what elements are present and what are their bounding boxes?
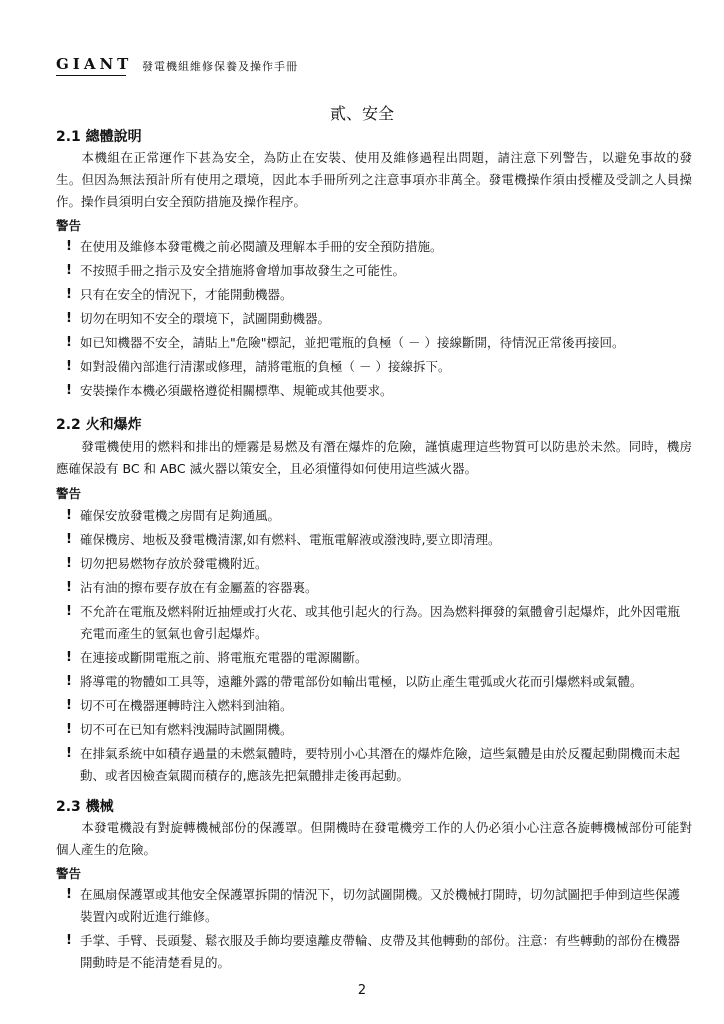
warning-icon: ! bbox=[66, 698, 72, 713]
section-heading-machinery: 2.3 機械 bbox=[56, 799, 114, 815]
warning-list-machinery bbox=[66, 884, 692, 976]
section-body-machinery bbox=[56, 817, 692, 861]
warning-list-fire-explosion bbox=[66, 505, 692, 789]
warning-label: 警告 bbox=[56, 866, 82, 881]
page-header bbox=[56, 55, 676, 79]
warning-item: ! 確保安放發電機之房間有足夠通風。 bbox=[66, 505, 692, 527]
warning-item: ! 在排氣系統中如積存過量的未燃氣體時，要特別小心其潛在的爆炸危險，這些氣體是由於反覆起動開機而未起動、或者因檢查氣閥而積存的,應該先把氣體排走後再起動。 bbox=[66, 743, 692, 787]
warning-icon: ! bbox=[66, 580, 72, 595]
section-body-text: 本發電機設有對旋轉機械部份的保護罩。但開機時在發電機旁工作的人仍必須小心注意各旋轉機械部份可能對個人產生的危險。 bbox=[56, 820, 692, 857]
warning-item: ! 切勿在明知不安全的環境下，試圖開動機器。 bbox=[66, 308, 692, 330]
section-heading-general: 2.1 總體說明 bbox=[56, 129, 142, 145]
warning-item: ! 不按照手冊之指示及安全措施將會增加事故發生之可能性。 bbox=[66, 260, 692, 282]
warning-item: ! 在風扇保護罩或其他安全保護罩拆開的情況下，切勿試圖開機。又於機械打開時，切勿試圖把手伸到這些保護裝置內或附近進行維修。 bbox=[66, 884, 692, 928]
warning-icon: ! bbox=[66, 359, 72, 374]
warning-label: 警告 bbox=[56, 218, 82, 233]
warning-item: ! 如已知機器不安全，請貼上"危險"標記，並把電瓶的負極（ － ）接線斷開，待情況正常後再接回。 bbox=[66, 332, 692, 354]
warning-item: ! 確保機房、地板及發電機清潔,如有燃料、電瓶電解液或潑洩時,要立即清理。 bbox=[66, 529, 692, 551]
warning-label: 警告 bbox=[56, 486, 82, 501]
warning-icon: ! bbox=[66, 933, 72, 948]
warning-icon: ! bbox=[66, 508, 72, 523]
warning-item: ! 切不可在機器運轉時注入燃料到油箱。 bbox=[66, 695, 692, 717]
chapter-title: 貳、安全 bbox=[329, 104, 394, 123]
warning-item: ! 安裝操作本機必須嚴格遵從相關標準、規範或其他要求。 bbox=[66, 380, 692, 402]
warning-icon: ! bbox=[66, 746, 72, 761]
warning-item: ! 切不可在已知有燃料洩漏時試圖開機。 bbox=[66, 719, 692, 741]
warning-icon: ! bbox=[66, 383, 72, 398]
warning-item: ! 切勿把易燃物存放於發電機附近。 bbox=[66, 553, 692, 575]
warning-icon: ! bbox=[66, 311, 72, 326]
warning-list-general bbox=[66, 236, 692, 404]
warning-icon: ! bbox=[66, 604, 72, 619]
warning-icon: ! bbox=[66, 722, 72, 737]
page-number: 2 bbox=[357, 983, 367, 998]
warning-item: ! 沾有油的擦布要存放在有金屬蓋的容器裏。 bbox=[66, 577, 692, 599]
warning-item: ! 在連接或斷開電瓶之前、將電瓶充電器的電源關斷。 bbox=[66, 647, 692, 669]
warning-item: ! 如對設備內部進行清潔或修理，請將電瓶的負極（ － ）接線拆下。 bbox=[66, 356, 692, 378]
section-heading-fire-explosion: 2.2 火和爆炸 bbox=[56, 417, 142, 433]
warning-item: ! 手掌、手臂、長頭髮、鬆衣服及手飾均要遠離皮帶輪、皮帶及其他轉動的部份。注意：有些轉動的部份在機器開動時是不能清楚看見的。 bbox=[66, 930, 692, 974]
warning-icon: ! bbox=[66, 239, 72, 254]
warning-icon: ! bbox=[66, 263, 72, 278]
section-body-fire-explosion bbox=[56, 436, 692, 480]
warning-icon: ! bbox=[66, 674, 72, 689]
warning-item: ! 在使用及維修本發電機之前必閱讀及理解本手冊的安全預防措施。 bbox=[66, 236, 692, 258]
manual-title: 發電機組維修保養及操作手冊 bbox=[142, 60, 298, 73]
warning-icon: ! bbox=[66, 532, 72, 547]
section-body-text: 本機組在正常運作下甚為安全，為防止在安裝、使用及維修過程出問題，請注意下列警告，以避免事故的發生。但因為無法預計所有使用之環境，因此本手冊所列之注意事項亦非萬全。發電機操作須由授權及受訓之人員操作。操作員須明白安全預防措施及操作程序。 bbox=[56, 150, 692, 209]
warning-icon: ! bbox=[66, 287, 72, 302]
brand-logo: GIANT bbox=[56, 55, 133, 73]
section-body-general bbox=[56, 147, 692, 213]
warning-icon: ! bbox=[66, 650, 72, 665]
warning-icon: ! bbox=[66, 556, 72, 571]
warning-icon: ! bbox=[66, 887, 72, 902]
warning-item: ! 將導電的物體如工具等，遠離外露的帶電部份如輸出電極，以防止產生電弧或火花而引爆燃料或氣體。 bbox=[66, 671, 692, 693]
brand-underline bbox=[56, 75, 126, 76]
section-body-text: 發電機使用的燃料和排出的煙霧是易燃及有潛在爆炸的危險，謹慎處理這些物質可以防患於未然。同時，機房應確保設有 BC 和 ABC 滅火器以策安全，且必須懂得如何使用這些滅火器。 bbox=[56, 439, 692, 476]
warning-item: ! 不允許在電瓶及燃料附近抽煙或打火花、或其他引起火的行為。因為燃料揮發的氣體會引起爆炸，此外因電瓶充電而產生的氫氣也會引起爆炸。 bbox=[66, 601, 692, 645]
warning-item: ! 只有在安全的情況下，才能開動機器。 bbox=[66, 284, 692, 306]
warning-icon: ! bbox=[66, 335, 72, 350]
